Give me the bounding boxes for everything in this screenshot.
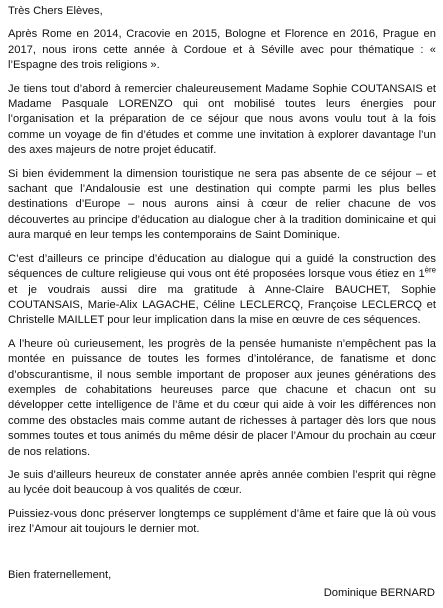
paragraph-trips: Après Rome en 2014, Cracovie en 2015, Bologne et Florence en 2016, Prague en 2017, nous irons cette année à Cordoue et à Séville avec pour thématique : « l’Espagne des trois religions ».: [8, 28, 436, 72]
ordinal-superscript: ère: [424, 265, 436, 275]
paragraph-dialogue-start: C’est d’ailleurs ce principe d’éducation au dialogue qui a guidé la construction des séquences de culture religieuse qui vous ont été proposées lorsque vous étiez en 1: [8, 252, 436, 281]
salutation: Très Chers Elèves,: [8, 5, 103, 17]
paragraph-tourism: Si bien évidemment la dimension touristique ne sera pas absente de ce séjour – et sachant que l’Andalousie est une destination qui compte parmi les plus belles destinations d’Europe – nous aurons ainsi à cœur de relier chacune de vos découvertes au principe d’éducation au dialogue cher à la tradition dominicaine et qui aura marqué en leur temps les contemporains de Saint Dominique.: [8, 167, 436, 242]
letter-body: [8, 4, 436, 546]
paragraph-dialogue: [8, 252, 436, 329]
paragraph-humanism: A l’heure où curieusement, les progrès de la pensée humaniste n’empêchent pas la montée en puissance de toutes les formes d’intolérance, de fanatisme et donc d’obscurantisme, il nous semble important de proposer aux jeunes générations des exemples de cohabitations heureuses parce que chacune et chacun ont su développer cette intelligence de l’âme et du cœur qui aide à voir les différences non comme des obstacles mais comme autant de richesses à partager dès lors que nous sommes toutes et tous animés du même désir de placer l’Amour du prochain au cœur de nos relations.: [8, 337, 436, 458]
paragraph-wish: Puissiez-vous donc préserver longtemps ce supplément d’âme et faire que là où vous irez l’Amour ait toujours le dernier mot.: [8, 507, 436, 536]
paragraph-spirit: Je suis d’ailleurs heureux de constater année après année combien l’esprit qui règne au lycée doit beaucoup à vos qualités de cœur.: [8, 468, 436, 497]
paragraph-dialogue-end: et je voudrais aussi dire ma gratitude à Anne-Claire BAUCHET, Sophie COUTANSAIS, Marie-Alix LAGACHE, Céline LECLERCQ, Françoise LECLERCQ et Christelle MAILLET pour leur implication dans la mise en œuvre de ces séquences.: [8, 283, 436, 327]
closing: Bien fraternellement,: [8, 569, 112, 581]
paragraph-thanks: Je tiens tout d’abord à remercier chaleureusement Madame Sophie COUTANSAIS et Madame Pasquale LORENZO qui ont mobilisé toutes leurs énergies pour l’organisation et la préparation de ce séjour que nous avons voulu tout à la fois comme un voyage de fin d’études et comme une invitation à explorer davantage l’un des axes majeurs de notre projet éducatif.: [8, 82, 436, 157]
signature: Dominique BERNARD: [323, 587, 435, 599]
